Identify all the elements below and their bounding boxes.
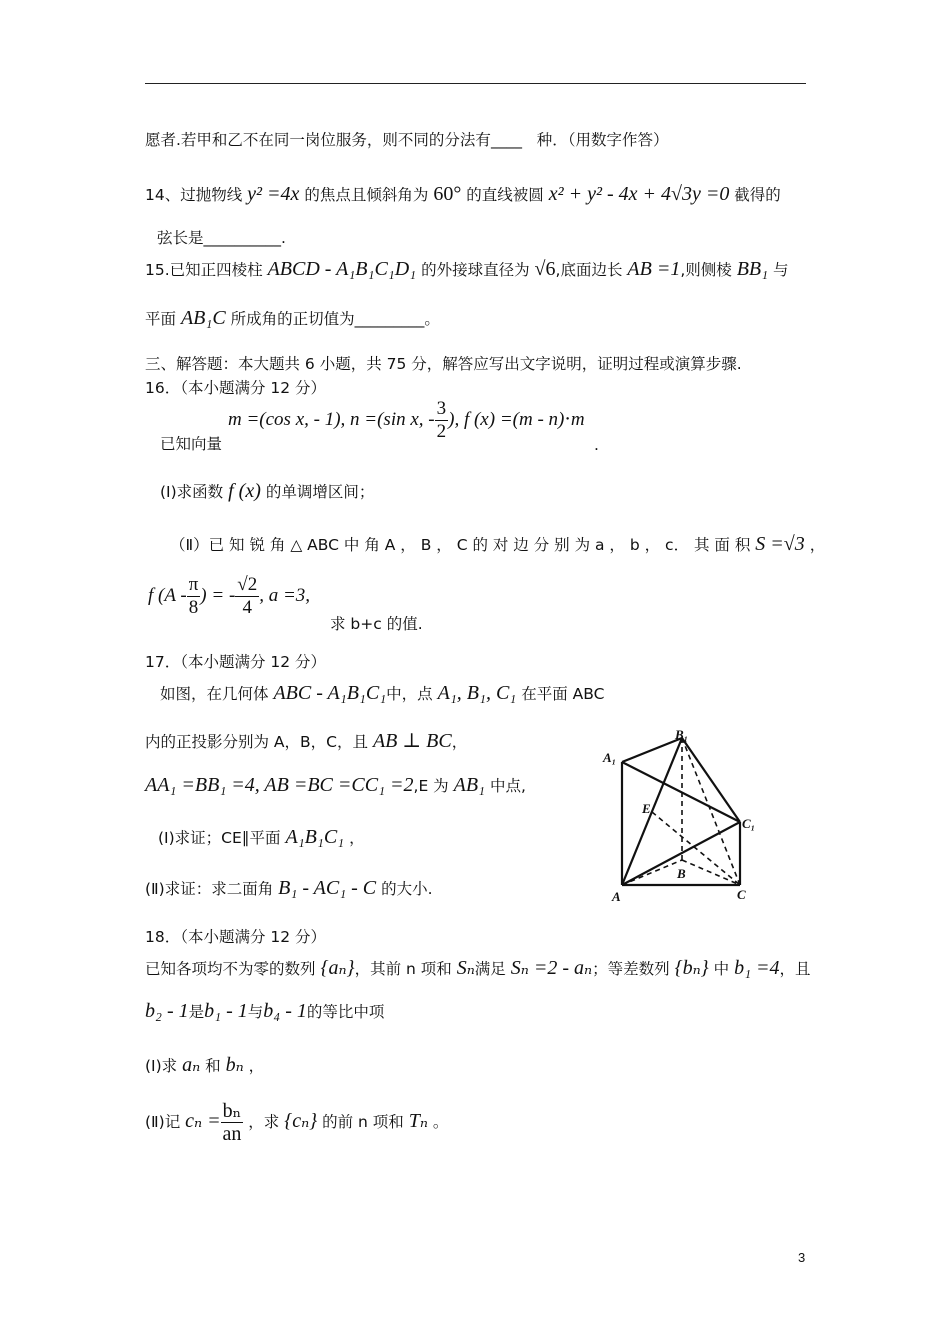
q16-fx: f (x) [228,480,261,502]
q15-text-6: 所成角的正切值为 [230,310,355,328]
q16-comma: ， [809,536,826,554]
q14-text-3: 截得的 [734,186,781,204]
q18-part2-text: (Ⅱ)记 [145,1113,181,1132]
q17-text-2: 中，点 [386,685,433,703]
q14-circle: x² + y² - 4x + 4√3y =0 [548,183,730,205]
q17-line2 [145,728,467,753]
q17-text-5: ， [451,733,468,751]
q18-b2-minus-1: b₂ - 1 [145,1000,189,1022]
edge-b1-c1 [682,738,740,822]
label-a: A [612,889,621,904]
q16-part1 [160,480,374,503]
q18-cn-def [185,1100,243,1145]
q16-cond-a: f (A - [148,584,187,606]
q17-text-4: 内的正投影分别为 A，B，C，且 [145,733,368,751]
q18-part1-text-2: 和 [205,1057,221,1075]
q17-part1-text: (I)求证；CE∥平面 [158,829,281,847]
q13-tail-line [145,128,668,150]
q18-part2-text-4: 。 [432,1113,449,1132]
q18-sn: Sₙ [456,957,475,979]
edge-e-c [652,812,740,885]
q15-text-4: 与 [773,261,789,279]
q13-text-end: 种．（用数字作答） [536,131,669,149]
q18-line1 [145,955,811,980]
label-e: E [642,801,651,816]
q15-text-7: 。 [424,310,440,328]
q17-text-6: ,E 为 [413,777,449,795]
q16-vectors: m =(cos x, - 1), n =(sin x, - [228,408,435,430]
q18-text: 已知各项均不为零的数列 [145,960,316,978]
q17-part2 [145,877,433,900]
q17-line1 [160,682,604,705]
q18-bn-set: {bₙ} [674,957,709,979]
q17-dihedral: B₁ - AC₁ - C [278,877,377,899]
q18-an-set: {aₙ} [320,957,355,979]
q18-text-8: 与 [247,1003,264,1021]
q15-text-5: 平面 [145,310,177,328]
q18-part1-text-3: ， [248,1057,265,1075]
q18-part1-text: (I)求 [145,1057,178,1075]
q16-header: 16．（本小题满分 12 分） [145,379,327,397]
q16-given: 已知向量 [160,435,223,453]
edge-a1-c1 [622,762,740,822]
q15-side-edge: BB₁ [736,258,769,280]
q13-text: 愿者.若甲和乙不在同一岗位服务，则不同的分法有 [145,131,491,149]
q18-part2 [145,1100,448,1145]
q16-root-frac [235,574,259,619]
q18-text-5: 中 [713,960,730,978]
q15-edge: AB =1 [627,258,681,280]
q17-line3 [145,774,526,797]
q16-eight: 8 [188,597,199,618]
q17-solid: ABC - A₁B₁C₁ [273,682,387,704]
label-a1: A₁ [603,750,617,765]
q14-text: 的焦点且倾斜角为 [304,186,429,204]
q18-cn-set: {cₙ} [284,1110,318,1133]
section-3-heading: 三、解答题：本大题共 6 小题，共 75 分，解答应写出文字说明，证明过程或演算步骤. [145,355,742,373]
q16-dot: . [594,436,599,454]
q16-part1-text-2: 的单调增区间； [265,483,375,501]
q16-root2: √2 [237,574,258,595]
header-rule [145,83,806,84]
q16-part2-text: （Ⅱ）已 知 锐 角 △ ABC 中 角 A ， B ， C 的 对 边 分 别 为 a ， b ， c． 其 面 积 [170,536,751,554]
q13-blank: ____ [490,131,522,149]
q16-part1-text: (I)求函数 [160,483,224,501]
q18-text-3: 满足 [474,960,506,978]
q14-text-4: 弦长是 [157,229,204,247]
q15-diameter: √6 [534,258,556,280]
q15-text-3: ,则侧棱 [680,261,732,279]
q17-text-7: 中点, [489,777,526,795]
q15-line2 [145,307,440,330]
q17-equalities: AA₁ =BB₁ =4, AB =BC =CC₁ =2 [145,774,414,796]
q16-pi: π [188,574,199,595]
q18-sn-equation: Sₙ =2 - aₙ [510,957,593,979]
q14-blank: __________ [203,229,282,247]
q15-text: 的外接球直径为 [421,261,530,279]
q17-text: 如图，在几何体 [160,685,269,703]
q18-cn: cₙ = [185,1110,221,1133]
q16-fraction [435,398,449,443]
q17-part2-text: (Ⅱ)求证：求二面角 [145,880,274,898]
q18-text-9: 的等比中项 [306,1003,385,1021]
q17-points: A₁, B₁, C₁ [437,682,517,704]
q15-line1 [145,258,789,281]
q16-area: S =√3 [755,533,805,555]
q16-pi-frac [187,574,201,619]
q18-an: aₙ [182,1054,201,1076]
q18-text-4: ；等差数列 [592,960,670,978]
q16-frac-num: 3 [436,398,447,419]
q17-part1-text-2: ， [349,829,365,847]
q15-text-2: ,底面边长 [555,261,623,279]
q15-blank: _________ [354,310,425,328]
q18-b1: b₁ =4 [734,957,780,979]
q17-segment: AB₁ [453,774,485,796]
q14-line1 [145,183,781,206]
q16-ask: 求 b+c 的值. [330,615,423,633]
q17-plane: A₁B₁C₁ [285,826,345,848]
q18-b1-minus-1: b₁ - 1 [204,1000,248,1022]
q18-b4-minus-1: b₄ - 1 [263,1000,307,1022]
q18-part1 [145,1052,264,1077]
label-c1: C₁ [742,816,756,831]
q18-cn-den: an [222,1123,242,1145]
q18-text-7: 是 [188,1003,205,1021]
q16-function-def: ), f (x) =(m - n)⋅m [448,408,585,430]
figure-hidden-edges [622,738,740,885]
q17-text-3: 在平面 ABC [521,685,605,703]
q15-number: 15.已知正四棱柱 [145,261,263,279]
q16-frac-den: 2 [436,421,447,442]
q18-line2 [145,1000,384,1023]
page-number: 3 [798,1250,806,1265]
q17-part1 [158,826,365,849]
q18-part2-text-3: 的前 n 项和 [322,1113,404,1132]
q17-perp: AB ⊥ BC [372,730,452,752]
q15-prism: ABCD - A₁B₁C₁D₁ [267,258,417,280]
q14-number: 14、过抛物线 [145,186,243,204]
q14-line2 [157,226,286,248]
q18-cn-num: bₙ [222,1100,242,1122]
q14-text-2: 的直线被圆 [466,186,544,204]
q17-header: 17．（本小题满分 12 分） [145,653,327,671]
q16-part2 [170,533,825,556]
q18-text-6: ，且 [779,960,811,978]
q18-bn: bₙ [225,1054,244,1076]
q15-plane: AB₁C [180,307,226,329]
q18-text-2: ，其前 n 项和 [354,960,452,978]
figure-solid-edges [622,738,740,885]
label-b1: B₁ [675,727,689,742]
q14-period: . [281,229,286,247]
label-b: B [677,866,686,881]
q18-part2-text-2: ，求 [248,1113,280,1132]
q17-part2-text-2: 的大小. [381,880,433,898]
q16-four: 4 [242,597,252,618]
q14-parabola: y² =4x [247,183,300,205]
q18-cn-frac [221,1100,244,1145]
q16-condition [148,574,310,619]
q14-angle: 60° [433,183,462,205]
q16-cond-b: ) = - [200,584,236,606]
q18-tn: Tₙ [408,1110,428,1133]
q16-vector-formula [228,398,585,443]
q18-header: 18．（本小题满分 12 分） [145,928,327,946]
label-c: C [737,887,746,902]
q17-geometry-figure [600,725,770,910]
q16-cond-c: , a =3, [259,584,311,606]
